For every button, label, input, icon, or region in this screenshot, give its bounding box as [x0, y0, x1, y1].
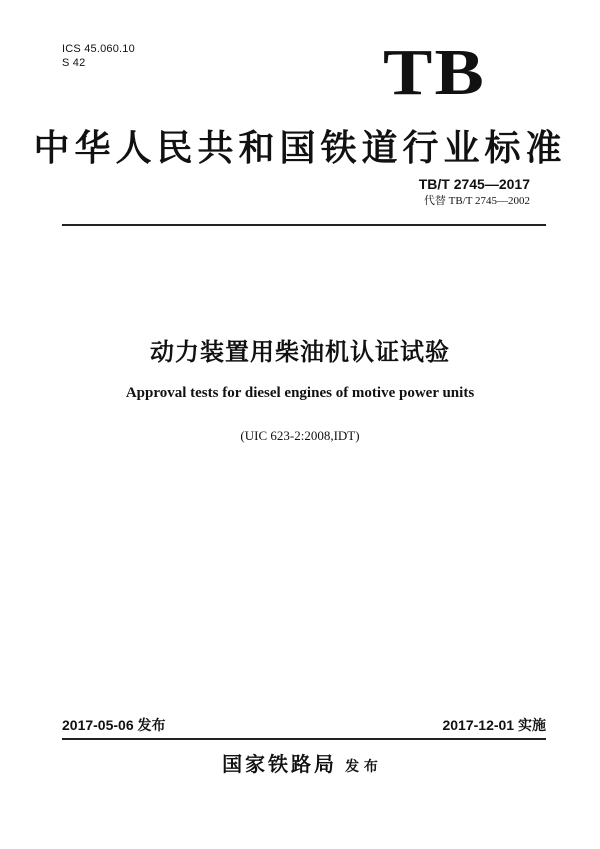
replaces-standard: 代替 TB/T 2745—2002 [423, 195, 530, 207]
top-divider [62, 224, 546, 226]
standard-number: TB/T 2745—2017 [418, 176, 530, 192]
publisher-line [0, 752, 600, 779]
publish-label: 发 布 [345, 759, 378, 775]
tb-logo: TB [383, 36, 487, 109]
standard-category-title: 中华人民共和国铁道行业标准 [33, 127, 567, 169]
implementation-date: 2017-12-01 实施 [442, 717, 546, 733]
classification-codes [62, 42, 135, 70]
issue-date: 2017-05-06 发布 [62, 717, 166, 733]
ccs-code: S 42 [62, 57, 86, 69]
publisher-name: 国家铁路局 [222, 752, 338, 776]
document-title-en: Approval tests for diesel engines of motive power units [125, 385, 475, 401]
bottom-divider [62, 738, 546, 740]
equivalence-note: (UIC 623-2:2008,IDT) [240, 428, 360, 443]
document-title-cn: 动力装置用柴油机认证试验 [150, 338, 450, 366]
ics-code: ICS 45.060.10 [62, 43, 135, 55]
